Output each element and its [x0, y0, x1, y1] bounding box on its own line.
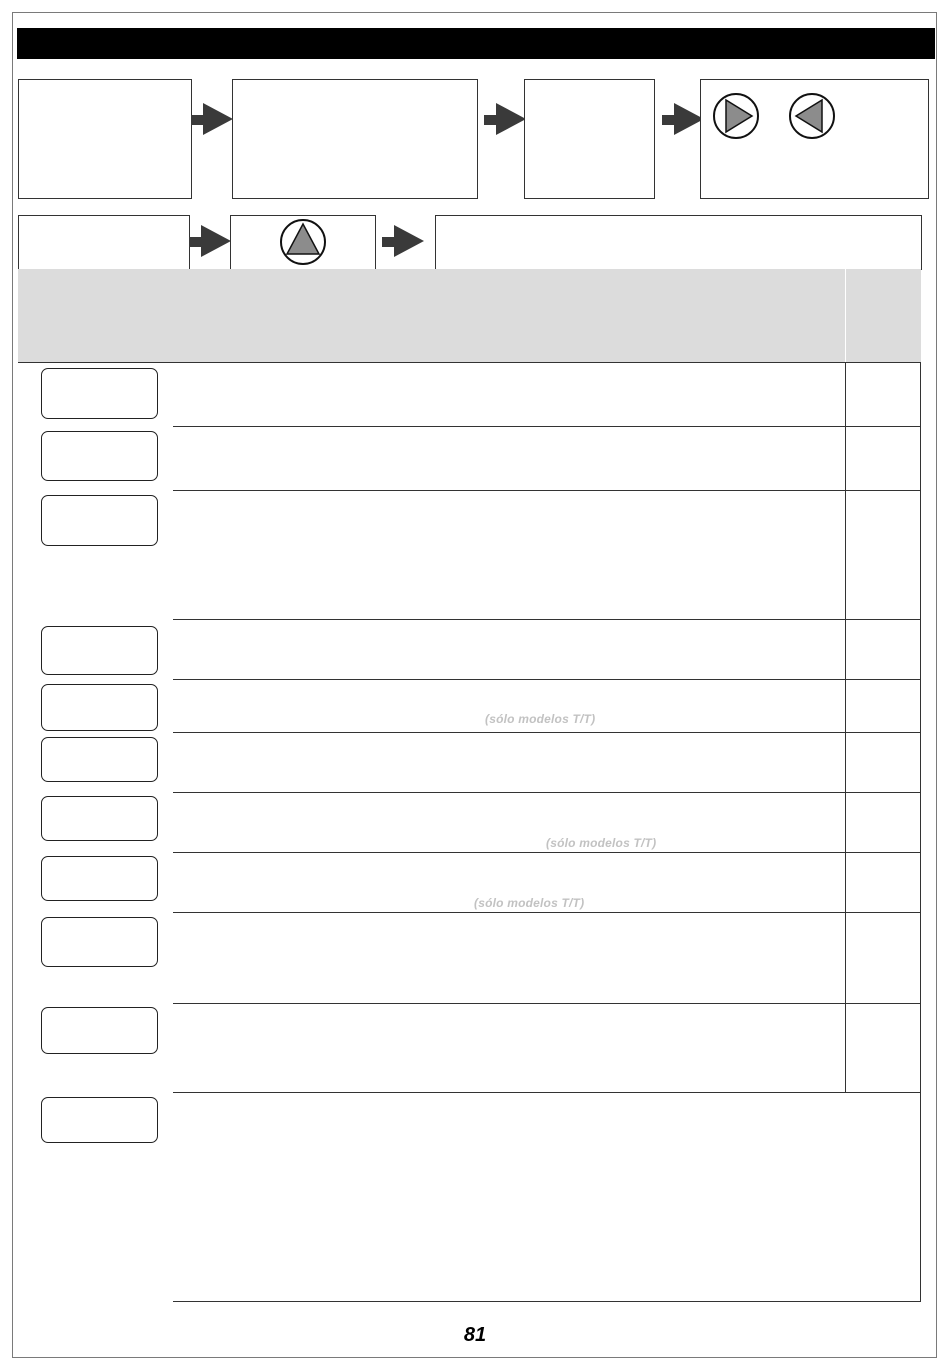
table-row-line	[173, 619, 921, 620]
model-note: (sólo modelos T/T)	[474, 896, 585, 910]
flow-step-5-box	[18, 215, 190, 270]
table-column-divider	[845, 362, 846, 1093]
flow-step-1-box	[18, 79, 192, 199]
right-arrow-icon	[189, 223, 231, 259]
model-note: (sólo modelos T/T)	[546, 836, 657, 850]
table-header-divider	[845, 269, 846, 362]
menu-key-box	[41, 1097, 158, 1143]
menu-key-box	[41, 626, 158, 675]
table-row-line	[173, 1003, 921, 1004]
menu-key-box	[41, 495, 158, 546]
table-row-line	[173, 1301, 921, 1302]
page-number: 81	[463, 1324, 487, 1346]
right-arrow-icon	[484, 101, 526, 137]
table-row-line	[173, 732, 921, 733]
right-arrow-icon	[382, 223, 424, 259]
menu-key-box	[41, 1007, 158, 1054]
table-right-border	[920, 362, 921, 1302]
table-row-line	[173, 912, 921, 913]
flow-step-7-box	[435, 215, 922, 270]
up-triangle-button-icon	[279, 218, 327, 266]
menu-key-box	[41, 737, 158, 782]
play-left-button-icon	[788, 92, 836, 140]
right-arrow-icon	[191, 101, 233, 137]
menu-key-box	[41, 796, 158, 841]
model-note: (sólo modelos T/T)	[485, 712, 596, 726]
table-row-line	[173, 679, 921, 680]
right-arrow-icon	[662, 101, 704, 137]
flow-step-2-box	[232, 79, 478, 199]
table-row-line	[18, 362, 921, 363]
table-header-band	[18, 269, 921, 362]
table-row-line	[173, 1092, 921, 1093]
header-bar	[17, 28, 935, 59]
menu-key-box	[41, 431, 158, 481]
menu-key-box	[41, 917, 158, 967]
menu-key-box	[41, 368, 158, 419]
menu-key-box	[41, 684, 158, 731]
table-row-line	[173, 792, 921, 793]
table-row-line	[173, 426, 921, 427]
table-row-line	[173, 490, 921, 491]
flow-step-3-box	[524, 79, 655, 199]
menu-key-box	[41, 856, 158, 901]
play-right-button-icon	[712, 92, 760, 140]
table-row-line	[173, 852, 921, 853]
